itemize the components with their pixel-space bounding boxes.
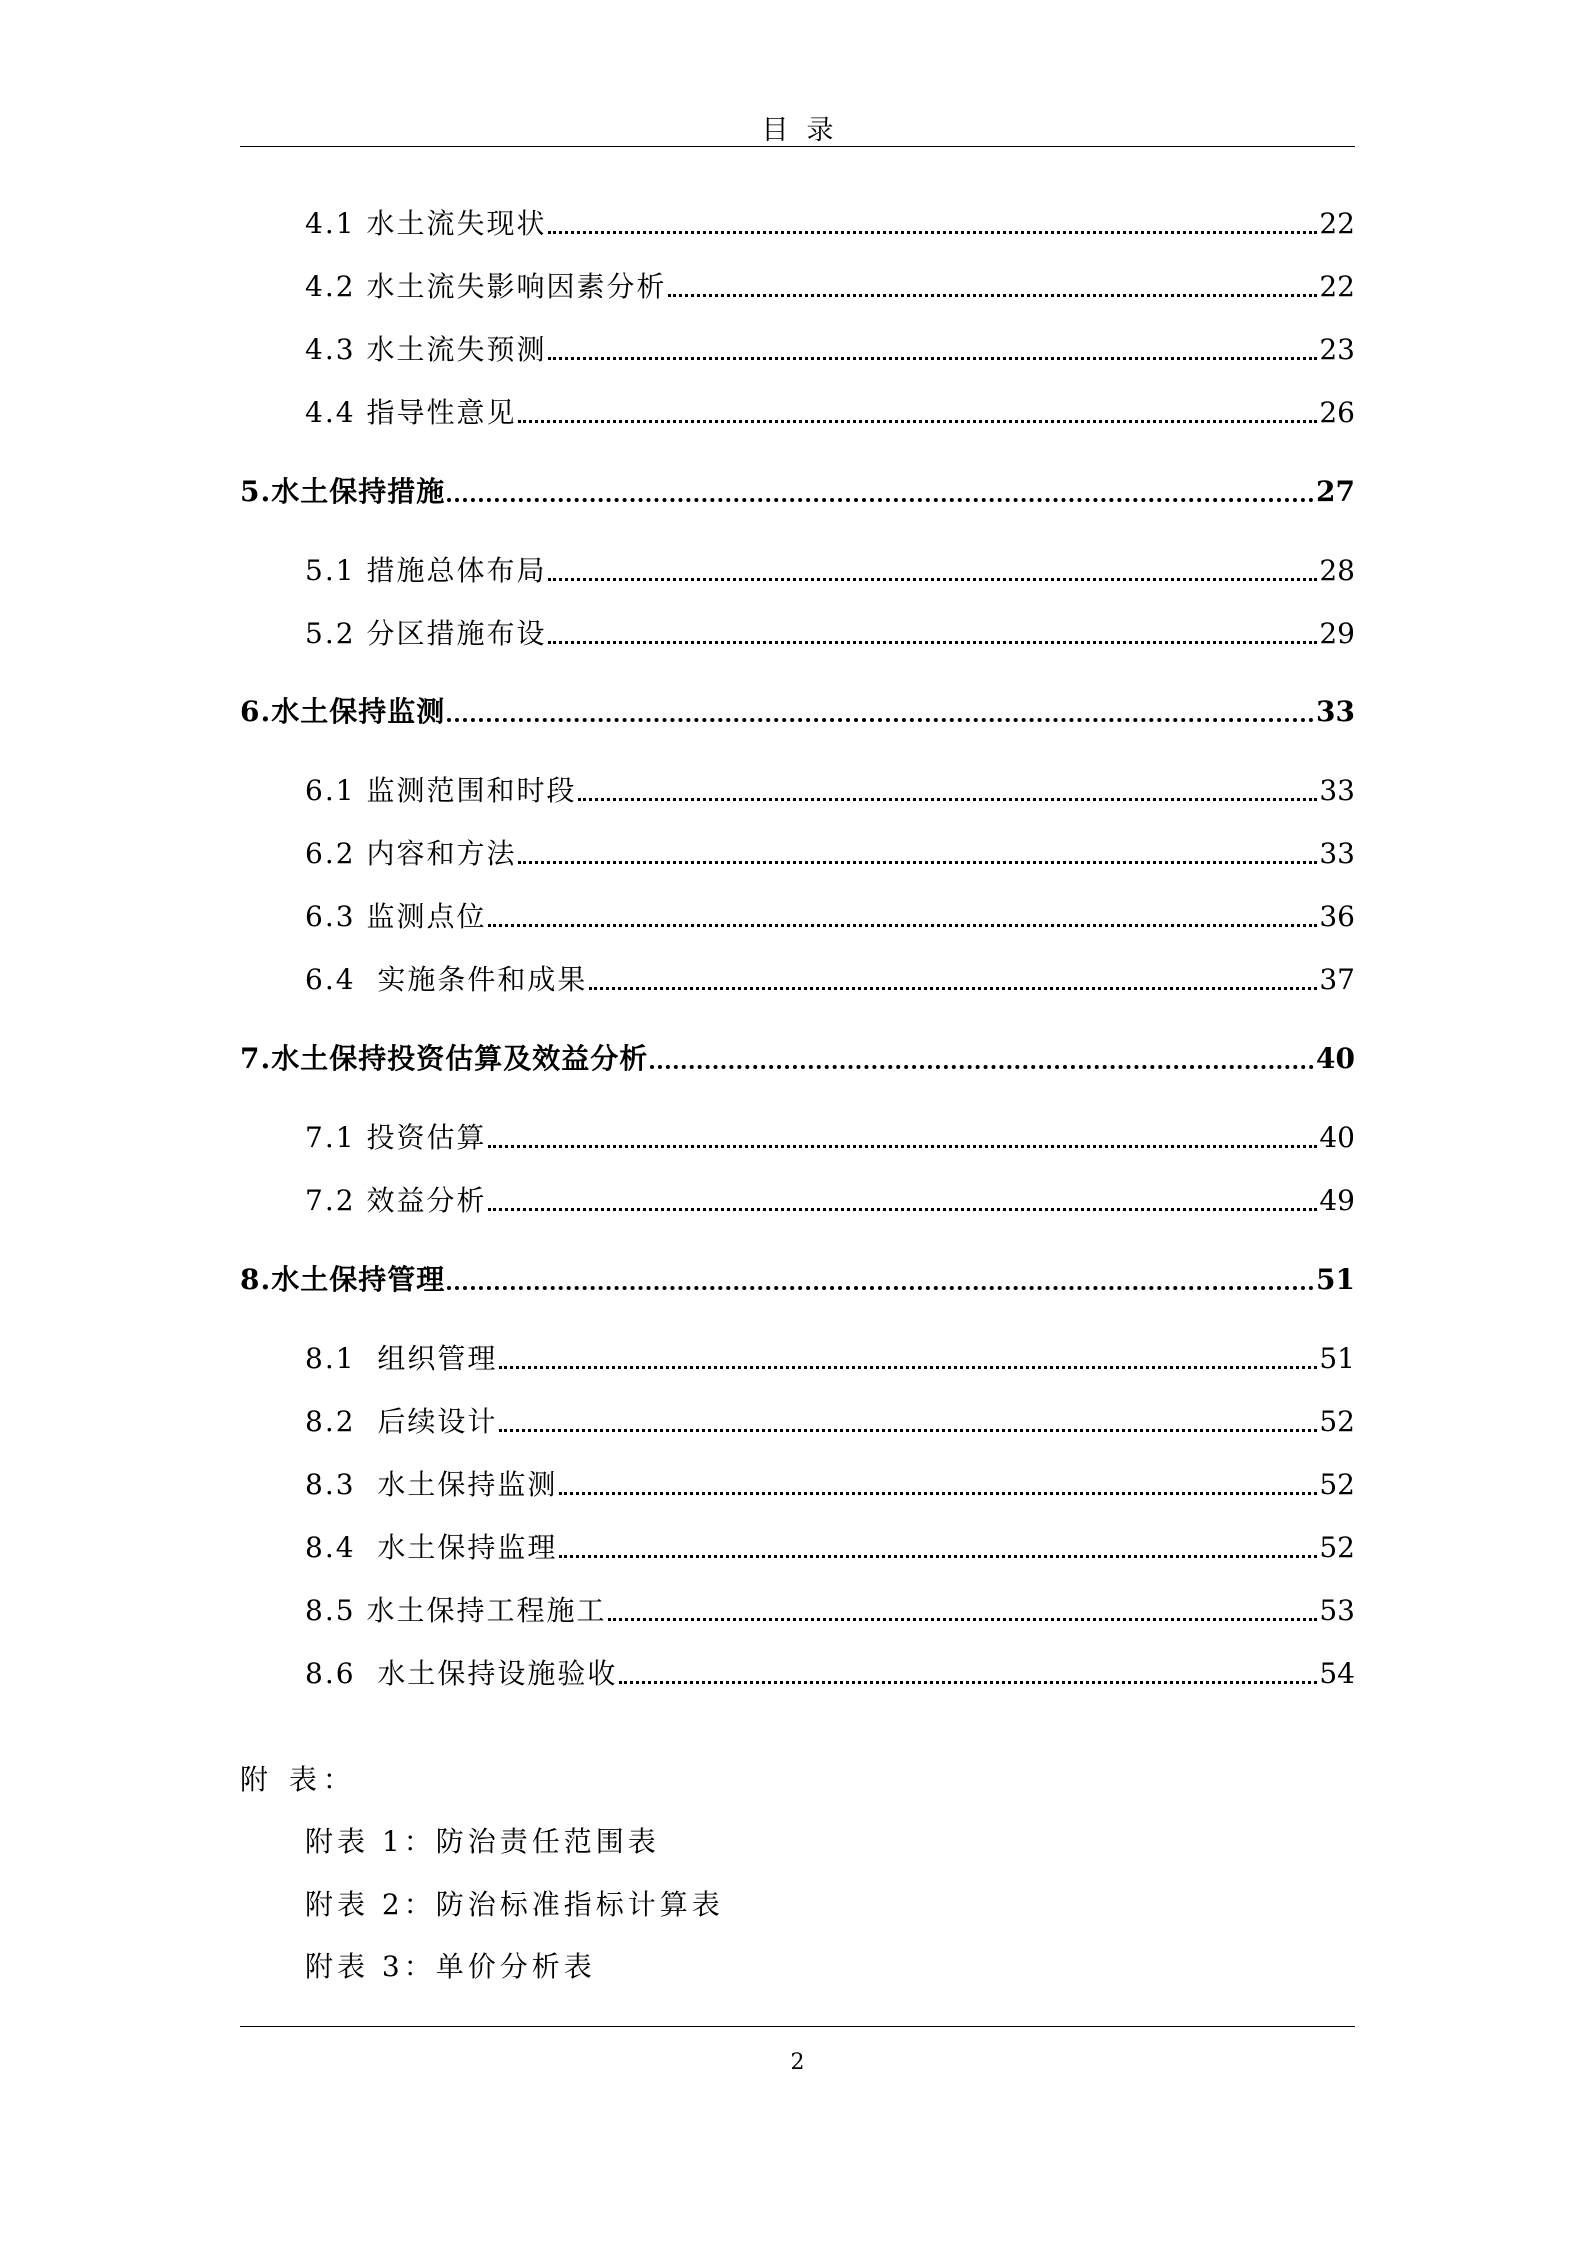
toc-dot-leader xyxy=(619,1681,1317,1684)
page-number: 2 xyxy=(790,2050,805,2075)
toc-entry-text: 分区措施布设 xyxy=(366,617,547,650)
toc-entry-text: 水土流失预测 xyxy=(366,333,547,366)
toc-entry-number: 7.2 xyxy=(305,1184,356,1217)
toc-page-number: 23 xyxy=(1319,333,1355,366)
toc-entry-number: 4.2 xyxy=(305,270,356,303)
toc-section[interactable] xyxy=(240,1402,1355,1442)
toc-entry-number: 5.2 xyxy=(305,617,356,650)
toc-page-number: 51 xyxy=(1319,1342,1355,1375)
toc-page-number: 52 xyxy=(1319,1405,1355,1438)
toc-entry-text: 水土保持工程施工 xyxy=(366,1594,607,1627)
toc-dot-leader xyxy=(518,861,1317,864)
toc-entry-title xyxy=(240,1260,445,1300)
toc-entry-title xyxy=(305,330,546,370)
toc-dot-leader xyxy=(488,1208,1317,1211)
toc-page-number: 29 xyxy=(1319,617,1355,650)
toc-entry-title xyxy=(305,1118,486,1158)
toc-dot-leader xyxy=(548,357,1317,360)
toc-entry-text: 水土保持监理 xyxy=(366,1531,558,1564)
toc-entry-number: 8.6 xyxy=(305,1657,356,1690)
toc-entry-text: 水土流失现状 xyxy=(366,207,547,240)
toc-entry-title xyxy=(305,204,546,244)
toc-entry-number: 8.2 xyxy=(305,1405,356,1438)
toc-entry-text: 水土流失影响因素分析 xyxy=(366,270,667,303)
toc-entry-number: 6.1 xyxy=(305,774,356,807)
toc-entry-number: 7. xyxy=(240,1042,272,1075)
toc-dot-leader xyxy=(589,987,1317,990)
toc-dot-leader xyxy=(608,1618,1317,1621)
toc-entry-title xyxy=(305,834,516,874)
toc-page-number: 36 xyxy=(1319,900,1355,933)
toc-section[interactable] xyxy=(240,1339,1355,1379)
toc-entry-number: 6.4 xyxy=(305,963,356,996)
toc-entry-number: 4.3 xyxy=(305,333,356,366)
toc-page-number: 33 xyxy=(1319,774,1355,807)
toc-entry-number: 8.3 xyxy=(305,1468,356,1501)
toc-page-number: 49 xyxy=(1319,1184,1355,1217)
toc-entry-number: 8.5 xyxy=(305,1594,356,1627)
toc-entry-title xyxy=(305,1465,557,1505)
toc-entry-text: 水土保持监测 xyxy=(366,1468,558,1501)
toc-entry-text: 监测点位 xyxy=(366,900,487,933)
toc-section[interactable] xyxy=(240,1654,1355,1694)
toc-dot-leader xyxy=(559,1555,1317,1558)
toc-entry-title xyxy=(305,771,576,811)
toc-entry-text: 组织管理 xyxy=(366,1342,498,1375)
toc-dot-leader xyxy=(548,231,1317,234)
toc-dot-leader xyxy=(499,1366,1317,1369)
toc-chapter[interactable] xyxy=(240,1260,1355,1300)
toc-section[interactable] xyxy=(240,771,1355,811)
toc-entry-title xyxy=(305,393,516,433)
appendix-item-3: 附表 3：单价分析表 xyxy=(305,1950,596,1983)
toc-entry-number: 8.1 xyxy=(305,1342,356,1375)
toc-dot-leader xyxy=(578,798,1317,801)
toc-entry-text: 实施条件和成果 xyxy=(366,963,588,996)
toc-dot-leader xyxy=(447,498,1314,502)
toc-page-number: 54 xyxy=(1319,1657,1355,1690)
toc-entry-title xyxy=(305,267,666,307)
toc-dot-leader xyxy=(668,294,1317,297)
toc-dot-leader xyxy=(559,1492,1317,1495)
toc-entry-number: 8. xyxy=(240,1263,272,1296)
appendix-heading: 附 表： xyxy=(240,1763,357,1796)
toc-section[interactable] xyxy=(240,1591,1355,1631)
toc-page-number: 33 xyxy=(1316,695,1355,728)
toc-section[interactable] xyxy=(240,1118,1355,1158)
toc-entry-title xyxy=(305,1402,497,1442)
toc-page-number: 40 xyxy=(1316,1042,1355,1075)
toc-dot-leader xyxy=(447,1286,1314,1290)
toc-chapter[interactable] xyxy=(240,472,1355,512)
toc-section[interactable] xyxy=(240,330,1355,370)
toc-entry-title xyxy=(305,1528,557,1568)
toc-section[interactable] xyxy=(240,614,1355,654)
toc-entry-text: 后续设计 xyxy=(366,1405,498,1438)
toc-entry-number: 5.1 xyxy=(305,554,356,587)
toc-entry-text: 水土保持措施 xyxy=(271,475,446,508)
toc-section[interactable] xyxy=(240,551,1355,591)
toc-entry-title xyxy=(305,614,546,654)
toc-entry-title xyxy=(305,1654,617,1694)
toc-section[interactable] xyxy=(240,393,1355,433)
toc-page-number: 22 xyxy=(1319,207,1355,240)
toc-page-number: 52 xyxy=(1319,1531,1355,1564)
toc-entry-number: 5. xyxy=(240,475,272,508)
toc-dot-leader xyxy=(499,1429,1317,1432)
toc-section[interactable] xyxy=(240,1528,1355,1568)
header-rule xyxy=(240,146,1355,147)
toc-entry-number: 7.1 xyxy=(305,1121,356,1154)
toc-page-number: 52 xyxy=(1319,1468,1355,1501)
toc-entry-title xyxy=(305,1181,486,1221)
footer-rule xyxy=(240,2026,1355,2027)
toc-section[interactable] xyxy=(240,1465,1355,1505)
toc-entry-number: 6.3 xyxy=(305,900,356,933)
toc-section[interactable] xyxy=(240,960,1355,1000)
toc-section[interactable] xyxy=(240,897,1355,937)
toc-section[interactable] xyxy=(240,1181,1355,1221)
toc-page-number: 40 xyxy=(1319,1121,1355,1154)
toc-dot-leader xyxy=(488,1145,1317,1148)
toc-entry-title xyxy=(305,1591,606,1631)
toc-entry-title xyxy=(240,692,445,732)
toc-page-number: 26 xyxy=(1319,396,1355,429)
toc-entry-number: 8.4 xyxy=(305,1531,356,1564)
toc-entry-title xyxy=(305,1339,497,1379)
toc-entry-text: 水土保持监测 xyxy=(271,695,446,728)
toc-entry-number: 6.2 xyxy=(305,837,356,870)
toc-page-number: 51 xyxy=(1316,1263,1355,1296)
toc-entry-title xyxy=(305,960,587,1000)
toc-entry-number: 6. xyxy=(240,695,272,728)
toc-dot-leader xyxy=(548,578,1317,581)
toc-dot-leader xyxy=(488,924,1317,927)
toc-entry-text: 水土保持管理 xyxy=(271,1263,446,1296)
toc-chapter[interactable] xyxy=(240,1039,1355,1079)
toc-entry-title xyxy=(240,472,445,512)
toc-section[interactable] xyxy=(240,267,1355,307)
toc-page-number: 28 xyxy=(1319,554,1355,587)
toc-entry-title xyxy=(305,551,546,591)
appendix-item-2: 附表 2：防治标准指标计算表 xyxy=(305,1888,724,1921)
toc-entry-text: 监测范围和时段 xyxy=(366,774,577,807)
toc-entry-text: 投资估算 xyxy=(366,1121,487,1154)
toc-entry-title xyxy=(240,1039,648,1079)
toc-page-number: 22 xyxy=(1319,270,1355,303)
toc-entry-text: 内容和方法 xyxy=(366,837,517,870)
toc-entry-text: 措施总体布局 xyxy=(366,554,547,587)
toc-dot-leader xyxy=(518,420,1317,423)
toc-entry-number: 4.1 xyxy=(305,207,356,240)
toc-section[interactable] xyxy=(240,204,1355,244)
toc-dot-leader xyxy=(650,1065,1314,1069)
toc-dot-leader xyxy=(548,641,1317,644)
toc-entry-title xyxy=(305,897,486,937)
toc-dot-leader xyxy=(447,718,1314,722)
toc-page-number: 27 xyxy=(1316,475,1355,508)
toc-entry-text: 水土保持设施验收 xyxy=(366,1657,618,1690)
toc-entry-number: 4.4 xyxy=(305,396,356,429)
toc-page-number: 37 xyxy=(1319,963,1355,996)
appendix-item-1: 附表 1：防治责任范围表 xyxy=(305,1825,660,1858)
page-header-title: 目录 xyxy=(761,115,852,146)
toc-section[interactable] xyxy=(240,834,1355,874)
toc-entry-text: 水土保持投资估算及效益分析 xyxy=(271,1042,649,1075)
toc-page-number: 53 xyxy=(1319,1594,1355,1627)
toc-entry-text: 效益分析 xyxy=(366,1184,487,1217)
toc-page-number: 33 xyxy=(1319,837,1355,870)
toc-chapter[interactable] xyxy=(240,692,1355,732)
toc-entry-text: 指导性意见 xyxy=(366,396,517,429)
